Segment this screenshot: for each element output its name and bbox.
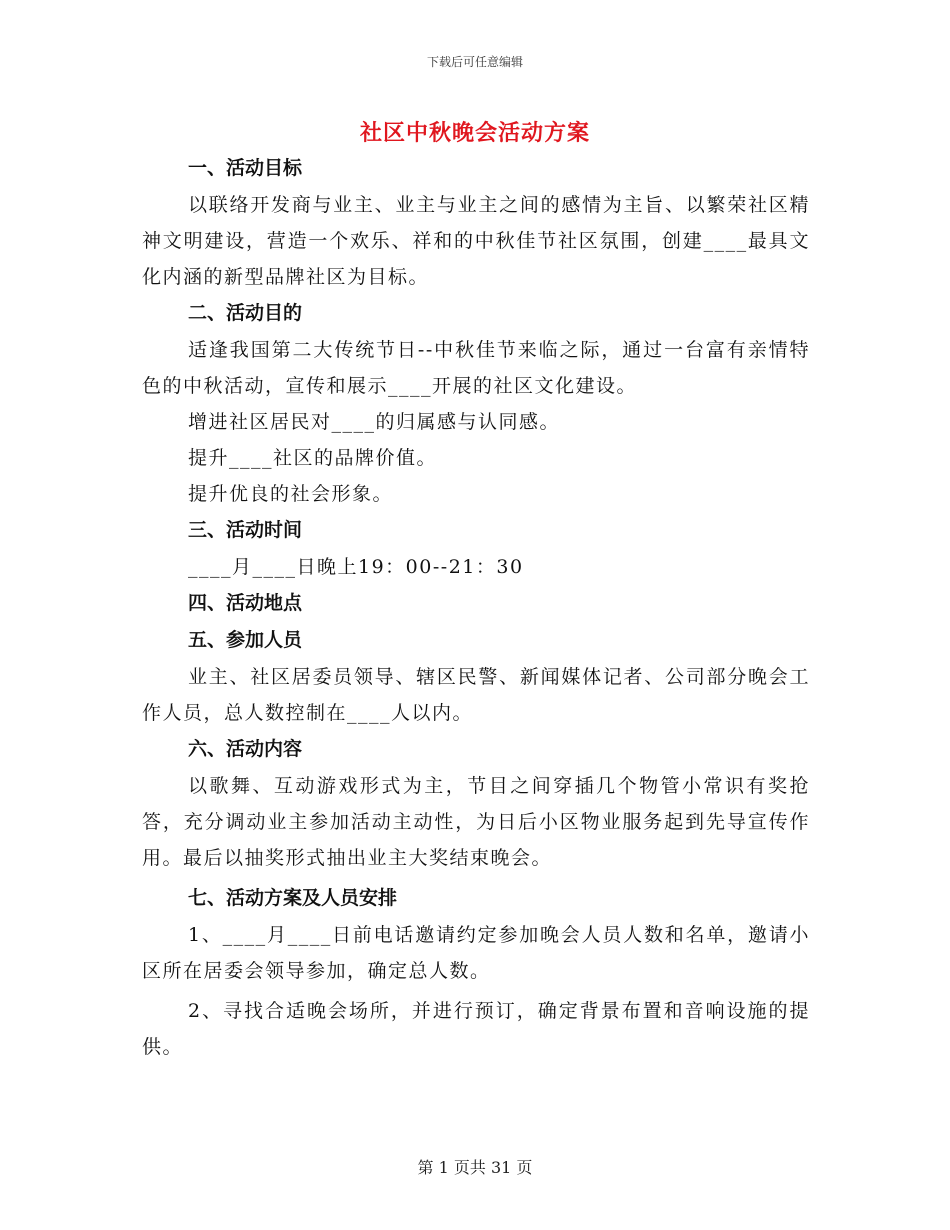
section-heading-content: 六、活动内容 bbox=[188, 738, 303, 760]
section-heading-participants: 五、参加人员 bbox=[188, 629, 303, 651]
paragraph: 2、寻找合适晚会场所，并进行预订，确定背景布置和音响设施的提供。 bbox=[142, 1000, 810, 1058]
paragraph: ____月____日晚上19：00--21：30 bbox=[188, 556, 524, 578]
page-header: 下载后可任意编辑 bbox=[426, 55, 523, 69]
section-heading-goal: 一、活动目标 bbox=[188, 157, 303, 179]
paragraph: 业主、社区居委员领导、辖区民警、新闻媒体记者、公司部分晚会工作人员，总人数控制在____人以内。 bbox=[142, 666, 810, 724]
paragraph: 提升____社区的品牌价值。 bbox=[188, 447, 438, 469]
paragraph: 增进社区居民对____的归属感与认同感。 bbox=[188, 411, 561, 433]
page-footer: 第 1 页共 31 页 bbox=[417, 1158, 533, 1177]
section-heading-time: 三、活动时间 bbox=[188, 519, 303, 541]
section-heading-plan: 七、活动方案及人员安排 bbox=[188, 887, 398, 909]
paragraph: 适逢我国第二大传统节日--中秋佳节来临之际，通过一台富有亲情特色的中秋活动，宣传和展示____开展的社区文化建设。 bbox=[142, 339, 810, 397]
document-title: 社区中秋晚会活动方案 bbox=[359, 120, 590, 146]
section-heading-location: 四、活动地点 bbox=[188, 592, 303, 614]
paragraph: 以歌舞、互动游戏形式为主，节目之间穿插几个物管小常识有奖抢答，充分调动业主参加活动主动性，为日后小区物业服务起到先导宣传作用。最后以抽奖形式抽出业主大奖结束晚会。 bbox=[142, 775, 810, 869]
paragraph: 以联络开发商与业主、业主与业主之间的感情为主旨、以繁荣社区精神文明建设，营造一个欢乐、祥和的中秋佳节社区氛围，创建____最具文化内涵的新型品牌社区为目标。 bbox=[142, 194, 810, 288]
paragraph: 1、____月____日前电话邀请约定参加晚会人员人数和名单，邀请小区所在居委会领导参加，确定总人数。 bbox=[142, 924, 810, 982]
section-heading-purpose: 二、活动目的 bbox=[188, 302, 303, 324]
document-body bbox=[142, 150, 810, 1065]
paragraph: 提升优良的社会形象。 bbox=[188, 483, 394, 505]
